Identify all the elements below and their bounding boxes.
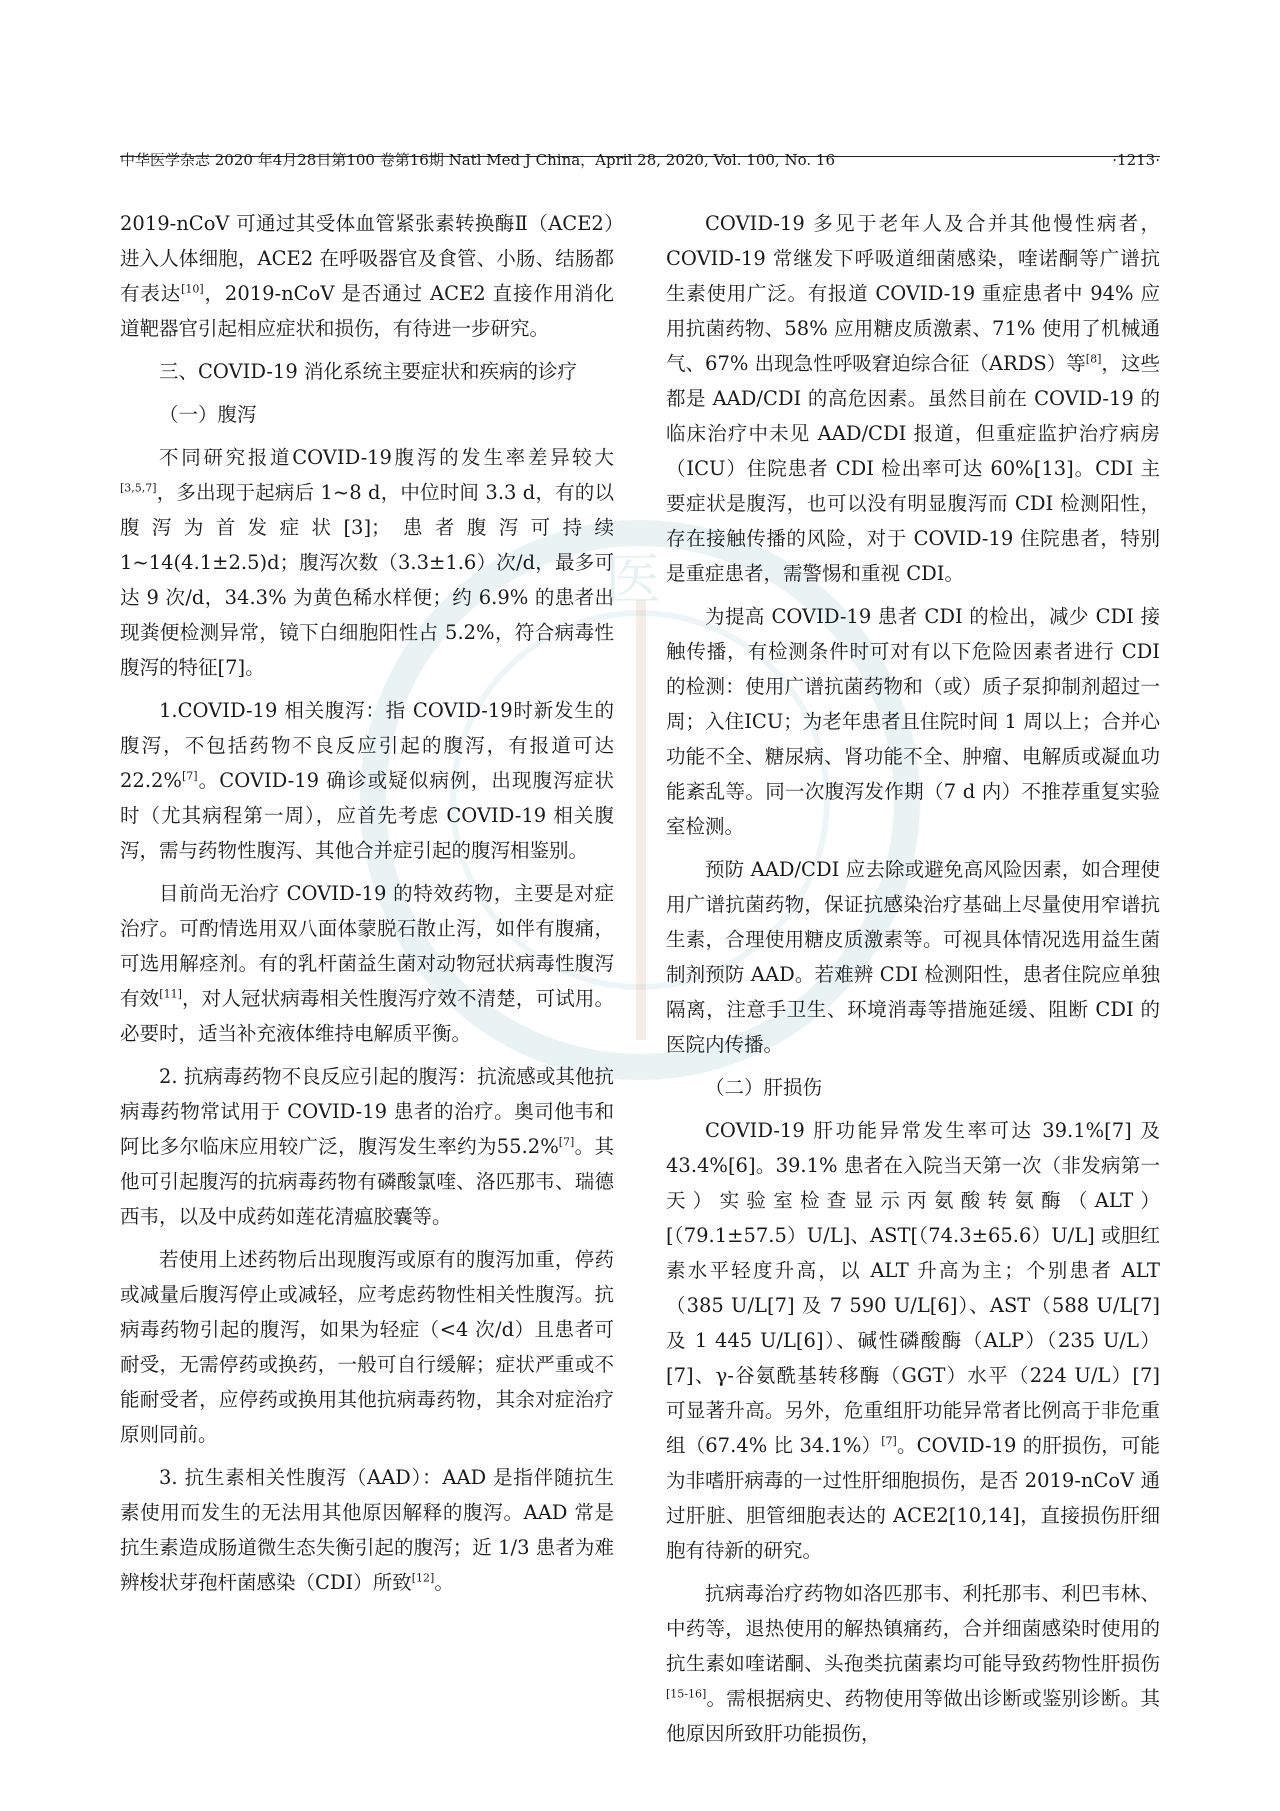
section-heading [120, 397, 614, 432]
paragraph-text: 抗病毒治疗药物如洛匹那韦、利托那韦、利巴韦林、中药等，退热使用的解热镇痛药，合并细菌感染时使用的抗生素如喹诺酮、头孢类抗菌素均可能导致药物性肝损伤 [666, 1582, 1160, 1675]
running-header [120, 150, 1160, 169]
citation-ref: [7] [881, 1434, 897, 1448]
paragraph-text: 1.COVID-19 相关腹泻：指 COVID-19时新发生的腹泻，不包括药物不良反应引起的腹泻，有报道可达22.2% [120, 699, 614, 792]
paragraph-text-continued: 。其他可引起腹泻的抗病毒药物有磷酸氯喹、洛匹那韦、瑞德西韦，以及中成药如莲花清瘟胶囊等。 [120, 1135, 614, 1228]
paragraph-text: 3. 抗生素相关性腹泻（AAD）：AAD 是指伴随抗生素使用而发生的无法用其他原因解释的腹泻。AAD 常是抗生素造成肠道微生态失衡引起的腹泻；近 1/3 患者为难辨梭状芽孢杆菌感染（CDI）所致 [120, 1466, 614, 1594]
paragraph-text: COVID-19 多见于老年人及合并其他慢性病者，COVID-19 常继发下呼吸道细菌感染，喹诺酮等广谱抗生素使用广泛。有报道 COVID-19 重症患者中 94% 应用抗菌药物、58% 应用糖皮质激素、71% 使用了机械通气、67% 出现急性呼吸窘迫综合征（ARDS）等 [666, 212, 1160, 375]
paragraph-text: 为提高 COVID-19 患者 CDI 的检出，减少 CDI 接触传播，有检测条件时可对有以下危险因素者进行 CDI 的检测：使用广谱抗菌药物和（或）质子泵抑制剂超过一周；入住ICU；为老年患者且住院时间 1 周以上；合并心功能不全、糖尿病、肾功能不全、肿瘤、电解质或凝血功能紊乱等。同一次腹泻发作期（7 d 内）不推荐重复实验室检测。 [666, 605, 1160, 838]
paragraph-text-continued: 。COVID-19 确诊或疑似病例，出现腹泻症状时（尤其病程第一周），应首先考虑 COVID-19 相关腹泻，需与药物性腹泻、其他合并症引起的腹泻相鉴别。 [120, 769, 614, 862]
paragraph-text: COVID-19 肝功能异常发生率可达 39.1%[7] 及 43.4%[6]。39.1% 患者在入院当天第一次（非发病第一天）实验室检查显示丙氨酸转氨酶（ALT）[（79.1±57.5）U/L]、AST[（74.3±65.6）U/L] 或胆红素水平轻度升高，以 ALT 升高为主；个别患者 ALT（385 U/L[7] 及 7 590 U/L[6]）、AST（588 U/L[7] 及 1 445 U/L[6]）、碱性磷酸酶（ALP）（235 U/L）[7]、γ-谷氨酰基转移酶（GGT）水平（224 U/L）[7] 可显著升高。另外，危重组肝功能异常者比例高于非危重组（67.4% 比 34.1%） [666, 1119, 1160, 1457]
paragraph-text: 目前尚无治疗 COVID-19 的特效药物，主要是对症治疗。可酌情选用双八面体蒙脱石散止泻，如伴有腹痛，可选用解痉剂。有的乳杆菌益生菌对动物冠状病毒性腹泻有效 [120, 882, 614, 1010]
paragraph [120, 206, 614, 346]
paragraph-text: （一）腹泻 [159, 403, 257, 426]
paragraph [666, 852, 1160, 1062]
paragraph-text: 预防 AAD/CDI 应去除或避免高风险因素，如合理使用广谱抗菌药物，保证抗感染治疗基础上尽量使用窄谱抗生素，合理使用糖皮质激素等。可视具体情况选用益生菌制剂预防 AAD。若难辨 CDI 检测阳性，患者住院应单独隔离，注意手卫生、环境消毒等措施延缓、阻断 CDI 的医院内传播。 [666, 858, 1160, 1056]
paragraph [120, 1242, 614, 1452]
paragraph [120, 440, 614, 685]
paragraph [666, 1576, 1160, 1751]
paragraph [120, 1059, 614, 1234]
citation-ref: [11] [159, 987, 182, 1001]
watermark-staff [636, 600, 646, 1040]
right-column [666, 206, 1160, 1759]
citation-ref: [7] [558, 1135, 575, 1149]
paragraph [666, 206, 1160, 591]
paragraph-text: 若使用上述药物后出现腹泻或原有的腹泻加重，停药或减量后腹泻停止或减轻，应考虑药物性相关性腹泻。抗病毒药物引起的腹泻，如果为轻症（<4 次/d）且患者可耐受，无需停药或换药，一般可自行缓解；症状严重或不能耐受者，应停药或换用其他抗病毒药物，其余对症治疗原则同前。 [120, 1248, 614, 1446]
paragraph-text-continued: ，多出现于起病后 1~8 d，中位时间 3.3 d，有的以腹泻为首发症状[3]；患者腹泻可持续 1~14(4.1±2.5)d；腹泻次数（3.3±1.6）次/d，最多可达 9 次/d，34.3% 为黄色稀水样便；约 6.9% 的患者出现粪便检测异常，镜下白细胞阳性占 5.2%，符合病毒性腹泻的特征[7]。 [120, 481, 614, 679]
paragraph-text-continued: 。COVID-19 的肝损伤，可能为非嗜肝病毒的一过性肝细胞损伤，是否 2019-nCoV 通过肝脏、胆管细胞表达的 ACE2[10,14]，直接损伤肝细胞有待新的研究。 [666, 1434, 1160, 1562]
paragraph-text-continued: 。需根据病史、药物使用等做出诊断或鉴别诊断。其他原因所致肝功能损伤， [666, 1687, 1160, 1745]
watermark-character: 医 [605, 548, 661, 613]
section-heading [120, 354, 614, 389]
paragraph-text: 2. 抗病毒药物不良反应引起的腹泻：抗流感或其他抗病毒药物常试用于 COVID-19 患者的治疗。奥司他韦和阿比多尔临床应用较广泛，腹泻发生率约为55.2% [120, 1065, 614, 1158]
paragraph-text: 2019-nCoV 可通过其受体血管紧张素转换酶Ⅱ（ACE2）进入人体细胞，ACE2 在呼吸器官及食管、小肠、结肠都有表达 [120, 212, 614, 305]
paragraph [120, 693, 614, 868]
paragraph [120, 1460, 614, 1600]
citation-ref: [10] [181, 282, 204, 296]
paragraph [666, 1113, 1160, 1568]
paragraph [120, 876, 614, 1051]
paragraph-text: （二）肝损伤 [705, 1076, 823, 1099]
journal-citation: 中华医学杂志 2020 年4月28日第100 卷第16期 Natl Med J China，April 28, 2020, Vol. 100, No. 16 [120, 151, 835, 169]
paragraph-text-continued: 。 [434, 1571, 454, 1594]
left-column [120, 206, 614, 1608]
citation-ref: [3,5,7] [120, 481, 157, 495]
citation-ref: [8] [1085, 352, 1102, 366]
paragraph [666, 599, 1160, 844]
section-heading [666, 1070, 1160, 1105]
paragraph-text-continued: ，这些都是 AAD/CDI 的高危因素。虽然目前在 COVID-19 的临床治疗中未见 AAD/CDI 报道，但重症监护治疗病房（ICU）住院患者 CDI 检出率可达 60%[13]。CDI 主要症状是腹泻，也可以没有明显腹泻而 CDI 检测阳性，存在接触传播的风险，对于 COVID-19 住院患者，特别是重症患者，需警惕和重视 CDI。 [666, 352, 1160, 585]
paragraph-text: 三、COVID-19 消化系统主要症状和疾病的诊疗 [159, 360, 577, 383]
citation-ref: [12] [411, 1571, 435, 1585]
page-number: ·1213· [1112, 151, 1160, 169]
citation-ref: [15-16] [666, 1687, 707, 1701]
paragraph-text-continued: ，2019-nCoV 是否通过 ACE2 直接作用消化道靶器官引起相应症状和损伤，有待进一步研究。 [120, 282, 614, 340]
citation-ref: [7] [181, 769, 198, 783]
paragraph-text-continued: ，对人冠状病毒相关性腹泻疗效不清楚，可试用。必要时，适当补充液体维持电解质平衡。 [120, 987, 614, 1045]
paragraph-text: 不同研究报道COVID-19腹泻的发生率差异较大 [159, 446, 614, 469]
